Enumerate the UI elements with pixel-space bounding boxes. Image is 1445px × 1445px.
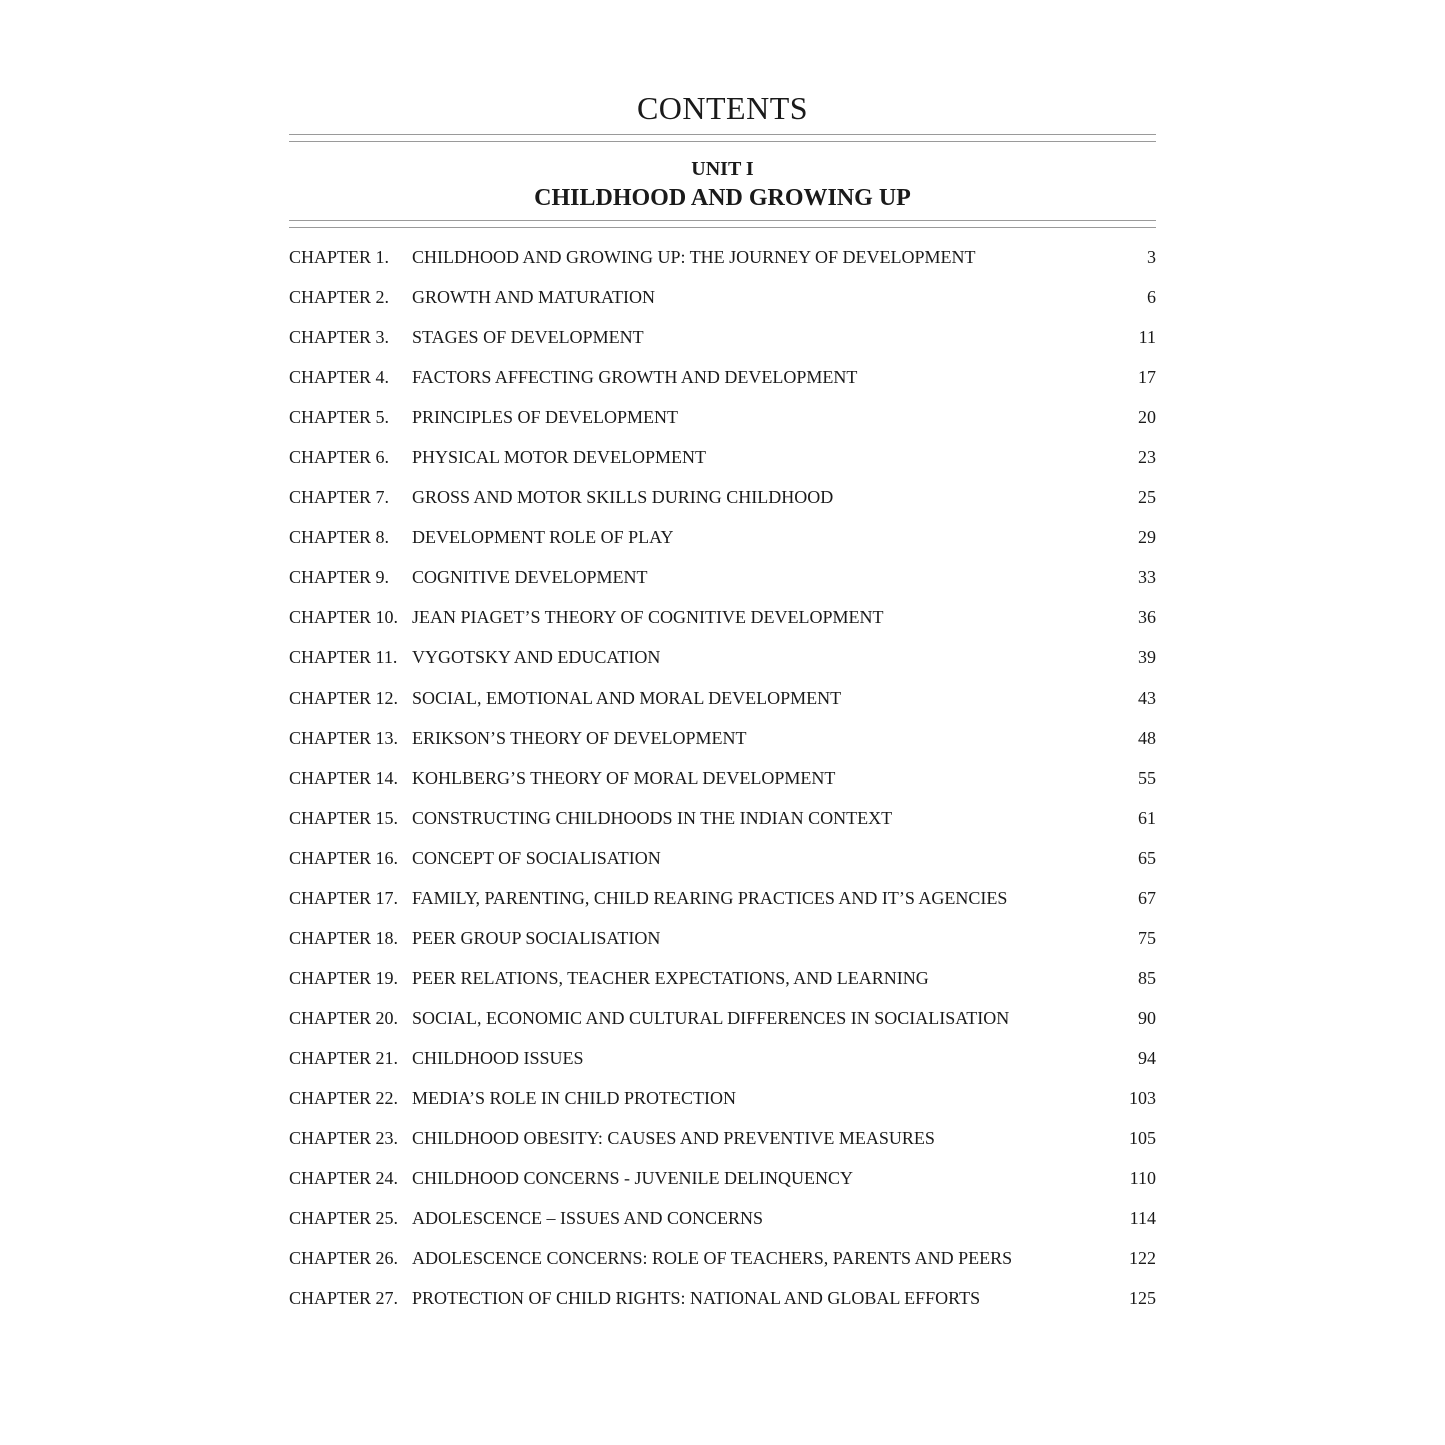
toc-entry[interactable]	[289, 882, 1156, 922]
unit-divider	[289, 220, 1156, 228]
toc-entry[interactable]	[289, 1002, 1156, 1042]
toc-entry[interactable]	[289, 1202, 1156, 1242]
toc-entry[interactable]	[289, 361, 1156, 401]
chapter-number: CHAPTER 13.	[289, 727, 399, 748]
chapter-title: CHILDHOOD AND GROWING UP: THE JOURNEY OF DEVELOPMENT	[412, 247, 976, 267]
chapter-page-number: 114	[1129, 1208, 1156, 1229]
toc-entry[interactable]	[289, 802, 1156, 842]
chapter-number: CHAPTER 5.	[289, 407, 390, 428]
chapter-page-number: 6	[1147, 287, 1156, 308]
chapter-title: CHILDHOOD CONCERNS - JUVENILE DELINQUENCY	[412, 1168, 853, 1189]
unit-label: UNIT I	[691, 158, 754, 180]
toc-entry[interactable]	[289, 241, 1156, 281]
chapter-number: CHAPTER 11.	[289, 647, 398, 668]
chapter-title: PEER RELATIONS, TEACHER EXPECTATIONS, AND LEARNING	[412, 967, 929, 988]
chapter-page-number: 17	[1138, 367, 1156, 388]
chapter-page-number: 110	[1129, 1168, 1156, 1189]
chapter-number: CHAPTER 18.	[289, 927, 399, 948]
toc-entry[interactable]	[289, 962, 1156, 1002]
chapter-title: MEDIA’S ROLE IN CHILD PROTECTION	[412, 1087, 736, 1108]
chapter-number: CHAPTER 10.	[289, 607, 399, 628]
chapter-number: CHAPTER 12.	[289, 687, 399, 708]
chapter-number: CHAPTER 14.	[289, 767, 399, 788]
chapter-number: CHAPTER 15.	[289, 807, 399, 828]
chapter-number: CHAPTER 24.	[289, 1168, 399, 1189]
chapter-page-number: 85	[1138, 967, 1156, 988]
toc-entry[interactable]	[289, 561, 1156, 601]
chapter-page-number: 61	[1138, 807, 1156, 828]
unit-title: CHILDHOOD AND GROWING UP	[534, 185, 911, 211]
chapter-title: PROTECTION OF CHILD RIGHTS: NATIONAL AND GLOBAL EFFORTS	[412, 1288, 981, 1309]
chapter-page-number: 90	[1138, 1007, 1156, 1028]
chapter-number: CHAPTER 7.	[289, 487, 390, 508]
chapter-number: CHAPTER 9.	[289, 567, 390, 588]
chapter-page-number: 20	[1138, 407, 1156, 428]
table-of-contents	[289, 241, 1156, 1322]
chapter-title: GROWTH AND MATURATION	[412, 287, 655, 308]
chapter-page-number: 33	[1138, 567, 1156, 588]
toc-entry[interactable]	[289, 641, 1156, 681]
chapter-page-number: 36	[1138, 607, 1156, 628]
chapter-page-number: 65	[1138, 847, 1156, 868]
toc-entry[interactable]	[289, 401, 1156, 441]
chapter-title: FACTORS AFFECTING GROWTH AND DEVELOPMENT	[412, 367, 858, 388]
chapter-number: CHAPTER 16.	[289, 847, 399, 868]
chapter-number: CHAPTER 8.	[289, 527, 390, 548]
chapter-title: CHILDHOOD ISSUES	[412, 1047, 584, 1068]
chapter-title: PEER GROUP SOCIALISATION	[412, 927, 661, 948]
chapter-page-number: 48	[1138, 727, 1156, 748]
chapter-number: CHAPTER 3.	[289, 327, 390, 348]
chapter-title: SOCIAL, EMOTIONAL AND MORAL DEVELOPMENT	[412, 687, 842, 708]
chapter-page-number: 75	[1138, 927, 1156, 948]
chapter-title: SOCIAL, ECONOMIC AND CULTURAL DIFFERENCES IN SOCIALISATION	[412, 1007, 1010, 1028]
chapter-page-number: 3	[1147, 247, 1156, 267]
chapter-title: COGNITIVE DEVELOPMENT	[412, 567, 648, 588]
chapter-number: CHAPTER 1.	[289, 247, 390, 267]
toc-entry[interactable]	[289, 722, 1156, 762]
toc-entry[interactable]	[289, 842, 1156, 882]
chapter-number: CHAPTER 20.	[289, 1007, 399, 1028]
chapter-number: CHAPTER 19.	[289, 967, 399, 988]
chapter-number: CHAPTER 17.	[289, 887, 399, 908]
chapter-number: CHAPTER 4.	[289, 367, 390, 388]
chapter-title: JEAN PIAGET’S THEORY OF COGNITIVE DEVELOPMENT	[412, 607, 884, 628]
chapter-title: VYGOTSKY AND EDUCATION	[412, 647, 661, 668]
chapter-title: CONSTRUCTING CHILDHOODS IN THE INDIAN CONTEXT	[412, 807, 893, 828]
chapter-page-number: 25	[1138, 487, 1156, 508]
chapter-number: CHAPTER 22.	[289, 1087, 399, 1108]
toc-entry[interactable]	[289, 1082, 1156, 1122]
chapter-title: STAGES OF DEVELOPMENT	[412, 327, 644, 348]
chapter-number: CHAPTER 2.	[289, 287, 390, 308]
chapter-page-number: 43	[1138, 687, 1156, 708]
chapter-page-number: 125	[1129, 1288, 1156, 1309]
chapter-title: CHILDHOOD OBESITY: CAUSES AND PREVENTIVE MEASURES	[412, 1128, 935, 1149]
chapter-title: PHYSICAL MOTOR DEVELOPMENT	[412, 447, 707, 468]
toc-entry[interactable]	[289, 1162, 1156, 1202]
toc-entry[interactable]	[289, 321, 1156, 361]
chapter-number: CHAPTER 25.	[289, 1208, 399, 1229]
toc-entry[interactable]	[289, 1042, 1156, 1082]
toc-entry[interactable]	[289, 481, 1156, 521]
chapter-title: ERIKSON’S THEORY OF DEVELOPMENT	[412, 727, 747, 748]
chapter-title: KOHLBERG’S THEORY OF MORAL DEVELOPMENT	[412, 767, 836, 788]
chapter-page-number: 23	[1138, 447, 1156, 468]
chapter-number: CHAPTER 26.	[289, 1248, 399, 1269]
chapter-title: GROSS AND MOTOR SKILLS DURING CHILDHOOD	[412, 487, 834, 508]
toc-entry[interactable]	[289, 922, 1156, 962]
chapter-title: ADOLESCENCE – ISSUES AND CONCERNS	[412, 1208, 764, 1229]
chapter-title: FAMILY, PARENTING, CHILD REARING PRACTICES AND IT’S AGENCIES	[412, 887, 1008, 908]
chapter-page-number: 105	[1129, 1128, 1156, 1149]
chapter-number: CHAPTER 21.	[289, 1047, 399, 1068]
chapter-title: DEVELOPMENT ROLE OF PLAY	[412, 527, 674, 548]
toc-entry[interactable]	[289, 762, 1156, 802]
chapter-title: PRINCIPLES OF DEVELOPMENT	[412, 407, 679, 428]
toc-entry[interactable]	[289, 1122, 1156, 1162]
toc-entry[interactable]	[289, 1242, 1156, 1282]
chapter-page-number: 122	[1129, 1248, 1156, 1269]
chapter-title: CONCEPT OF SOCIALISATION	[412, 847, 661, 868]
toc-entry[interactable]	[289, 281, 1156, 321]
toc-entry[interactable]	[289, 682, 1156, 722]
chapter-number: CHAPTER 23.	[289, 1128, 399, 1149]
page-title: CONTENTS	[636, 90, 809, 126]
chapter-page-number: 67	[1138, 887, 1156, 908]
chapter-page-number: 11	[1138, 327, 1156, 348]
toc-entry[interactable]	[289, 601, 1156, 641]
chapter-number: CHAPTER 27.	[289, 1288, 399, 1309]
title-divider	[289, 134, 1156, 142]
chapter-page-number: 103	[1129, 1087, 1156, 1108]
chapter-page-number: 39	[1138, 647, 1156, 668]
toc-entry[interactable]	[289, 521, 1156, 561]
chapter-page-number: 29	[1138, 527, 1156, 548]
chapter-number: CHAPTER 6.	[289, 447, 390, 468]
toc-entry[interactable]	[289, 1282, 1156, 1322]
toc-entry[interactable]	[289, 441, 1156, 481]
chapter-page-number: 55	[1138, 767, 1156, 788]
chapter-title: ADOLESCENCE CONCERNS: ROLE OF TEACHERS, PARENTS AND PEERS	[412, 1248, 1013, 1269]
chapter-page-number: 94	[1138, 1047, 1156, 1068]
